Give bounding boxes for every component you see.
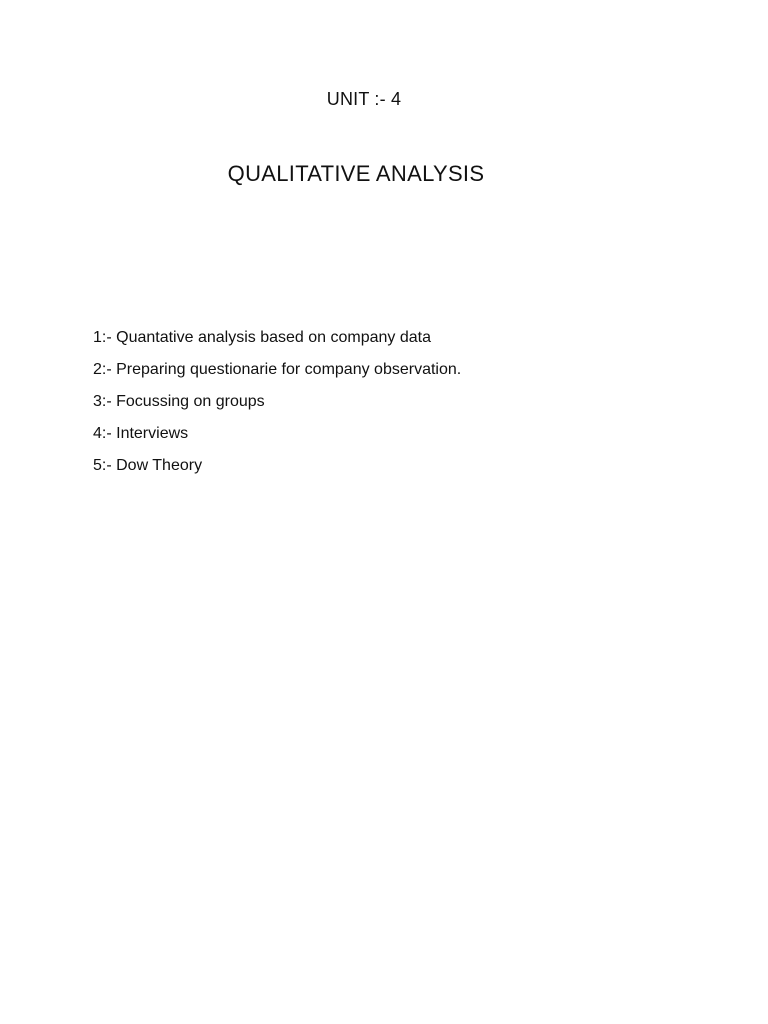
topic-item-3: 3:- Focussing on groups: [93, 393, 265, 410]
topic-item-5: 5:- Dow Theory: [93, 457, 203, 474]
document-title: QUALITATIVE ANALYSIS: [227, 161, 485, 186]
topic-item-2: 2:- Preparing questionarie for company observation.: [93, 361, 462, 378]
topic-item-1: 1:- Quantative analysis based on company data: [93, 329, 431, 346]
topic-item-4: 4:- Interviews: [93, 425, 189, 442]
topic-list: [93, 328, 693, 488]
unit-heading: UNIT :- 4: [326, 89, 402, 109]
